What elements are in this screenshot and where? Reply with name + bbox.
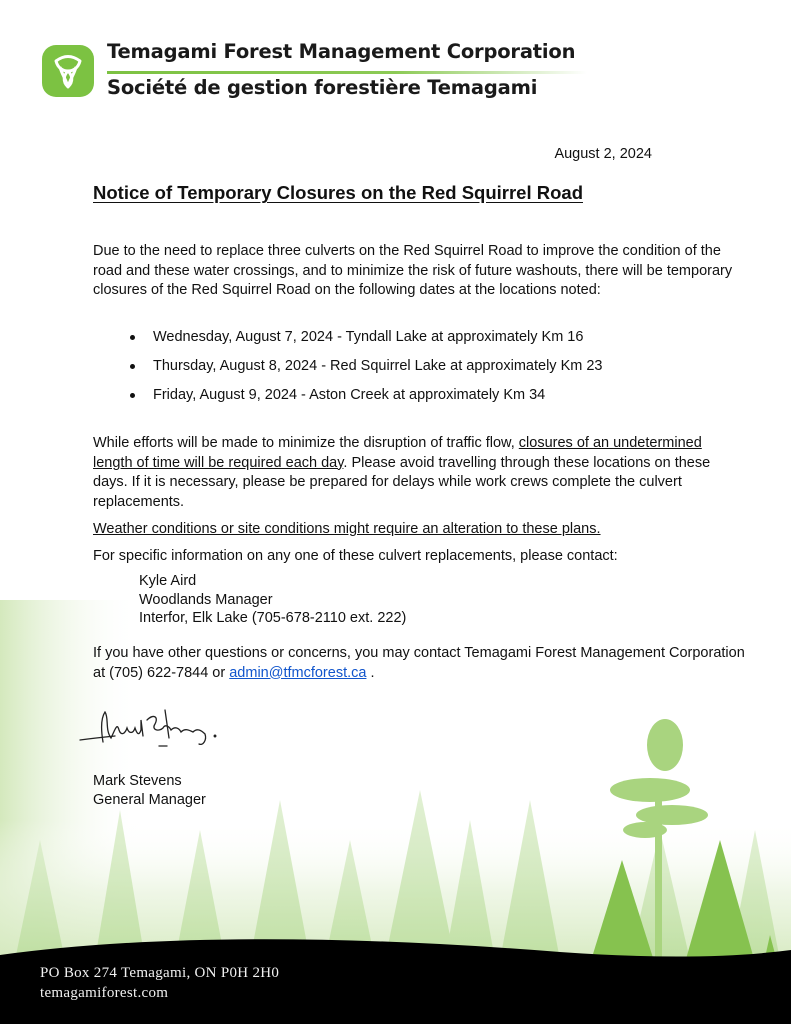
footer-address: PO Box 274 Temagami, ON P0H 2H0 — [40, 965, 280, 981]
header-divider — [107, 71, 587, 74]
contact-block — [139, 572, 406, 628]
signature-image — [75, 700, 275, 760]
letter-title: Notice of Temporary Closures on the Red Squirrel Road — [93, 182, 583, 203]
contact-org-phone: Interfor, Elk Lake (705-678-2110 ext. 222) — [139, 610, 407, 627]
letter-date: August 2, 2024 — [554, 146, 652, 162]
signer-title: General Manager — [93, 791, 206, 808]
contact-role: Woodlands Manager — [139, 591, 273, 608]
other-questions-end: . — [366, 664, 375, 681]
other-questions-paragraph — [93, 644, 753, 683]
footer-website: temagamiforest.com — [40, 984, 169, 1001]
email-link[interactable]: admin@tfmcforest.ca — [229, 664, 367, 681]
org-name-french: Société de gestion forestière Temagami — [107, 76, 538, 99]
disruption-emphasis: closures of an undetermined length of time will be required each day — [93, 435, 702, 471]
signer-block — [93, 772, 206, 809]
org-name-english: Temagami Forest Management Corporation — [107, 40, 576, 63]
disruption-paragraph — [93, 434, 733, 512]
disruption-text-end: . Please avoid travelling through these locations on these days. If it is necessary, please be prepared for delays while work crews complete the culvert replacements. — [93, 454, 711, 510]
contact-name: Kyle Aird — [139, 573, 197, 589]
trillium-icon — [42, 45, 94, 97]
closure-item: Friday, August 9, 2024 - Aston Creek at approximately Km 34 — [130, 386, 602, 415]
other-questions-text: If you have other questions or concerns, you may contact Temagami Forest Management Corporation at (705) 622-7844 or — [93, 645, 745, 681]
weather-note: Weather conditions or site conditions might require an alteration to these plans. — [93, 521, 601, 537]
closure-item: Thursday, August 8, 2024 - Red Squirrel Lake at approximately Km 23 — [130, 357, 602, 386]
footer — [40, 964, 279, 1003]
closure-list — [130, 328, 602, 415]
contact-intro: For specific information on any one of these culvert replacements, please contact: — [93, 548, 618, 564]
signer-name: Mark Stevens — [93, 773, 182, 789]
disruption-text: While efforts will be made to minimize the disruption of traffic flow, — [93, 435, 519, 451]
intro-paragraph: Due to the need to replace three culverts on the Red Squirrel Road to improve the condition of the road and these water crossings, and to minimize the risk of future washouts, there will be temporary closures of the Red Squirrel Road on the following dates at the locations noted: — [93, 243, 733, 299]
closure-item: Wednesday, August 7, 2024 - Tyndall Lake at approximately Km 16 — [130, 328, 602, 357]
